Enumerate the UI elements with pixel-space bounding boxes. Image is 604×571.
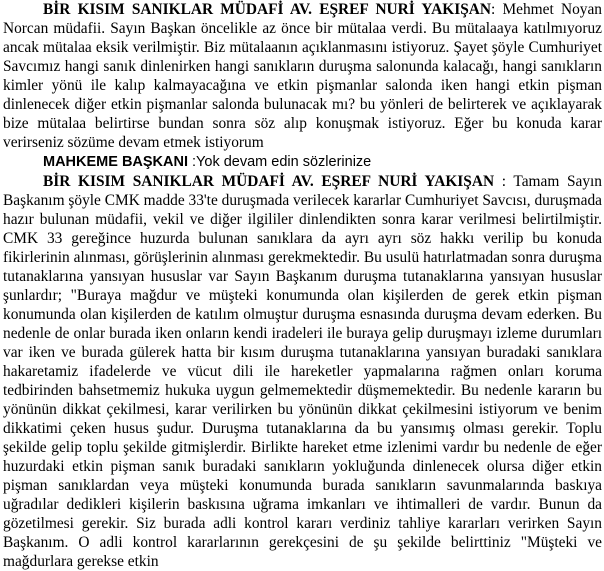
paragraph-defense-attorney-2 — [3, 172, 602, 571]
speaker-name: BİR KISIM SANIKLAR MÜDAFİ AV. EŞREF NURİ YAKIŞAN — [43, 1, 491, 18]
speaker-name: MAHKEME BAŞKANI — [43, 154, 188, 170]
paragraph-court-president — [3, 152, 602, 172]
paragraph-text: : Tamam Sayın Başkanım şöyle CMK madde 33'te duruşmada verilecek kararlar Cumhuriyet Savcısı, duruşmada hazır bulunan müdafii, vekil ve diğer ilgililer dinlendikten sonra karar verilmesi belirtilmiştir. CMK 33 gereğince huzurda bulunan sanıklara da ayrı ayrı söz hakkı verilip bu konuda fikirlerinin alınması, görüşlerinin alınması gerekmektedir. Bu usulü hatırlatmadan sonra duruşma tutanaklarına yansıyan hususlar var Sayın Başkanım duruşma tutanaklarına yansıyan hususlar şunlardır; "Buraya mağdur ve müşteki konumunda olan kişilerden de gerek etkin pişman konumunda olan kişilerden de katılım olmuştur duruşma esnasında duruşma devam ederken. Bu nedenle de onlar burada iken onların kendi iradeleri ile buraya gelip duruşmayı izleme durumları var iken ve burada gülerek hatta bir kısım duruşma tutanaklarına yansıyan buradaki sanıklara hakaretamiz ifadelerde ve vücut dili ile hareketler yapmalarına rağmen onları koruma tedbirinden bahsetmemiz hukuka uygun gelmemektedir düşmemektedir. Bu nedenle kararın bu yönünün dikkat çekilmesi, karar verilirken bu yönünün dikkat çekilmesini istiyorum ve benim dikkatimi çeken husus şudur. Duruşma tutanaklarına da bu yansımış olması gerekir. Toplu şekilde gelip toplu şekilde gitmişlerdir. Birlikte hareket etme izlenimi vardır bu nedenle de eğer huzurdaki etkin pişman sanık buradaki sanıkların yokluğunda dinlenecek olursa diğer etkin pişman sanıklardan veya müşteki konumunda burada sanıkların savunmalarında baskıya uğradılar dedikleri kişilerin baskısına uğrama imkanları ve ihtimalleri de vardır. Bunun da gözetilmesi gerekir. Siz burada adli kontrol kararı verdiniz tahliye kararları verirken Sayın Başkanım. O adli kontrol kararlarının gerekçesini de şu şekilde belirttiniz "Müşteki ve mağdurlara gerekse etkin — [3, 173, 603, 570]
paragraph-defense-attorney-1 — [3, 0, 602, 152]
paragraph-text: :Yok devam edin sözlerinize — [188, 154, 372, 170]
speaker-name: BİR KISIM SANIKLAR MÜDAFİ AV. EŞREF NURİ YAKIŞAN — [43, 173, 495, 190]
paragraph-text: : Mehmet Noyan Norcan müdafii. Sayın Başkan öncelikle az önce bir mütalaa verdi. Bu mütalaaya katılmıyoruz ancak mütalaa eksik verilmiştir. Biz mütalaanın açıklanmasını istiyoruz. Şayet şöyle Cumhuriyet Savcımız hangi sanık dinlenirken hangi sanıkların duruşma salonunda kalacağı, hangi sanıkların kimler yönü ile kalıp kalmayacağına ve etkin pişmanlar salonda iken hangi etkin pişman dinlenecek diğer etkin pişmanlar salonda bulunacak mı? bu yönleri de belirterek ve açıklayarak bize mütalaa belirtirse bundan sonra söz alıp konuşmak istiyoruz. Eğer bu konuda karar verirseniz sözüme devam etmek istiyorum — [3, 1, 602, 151]
